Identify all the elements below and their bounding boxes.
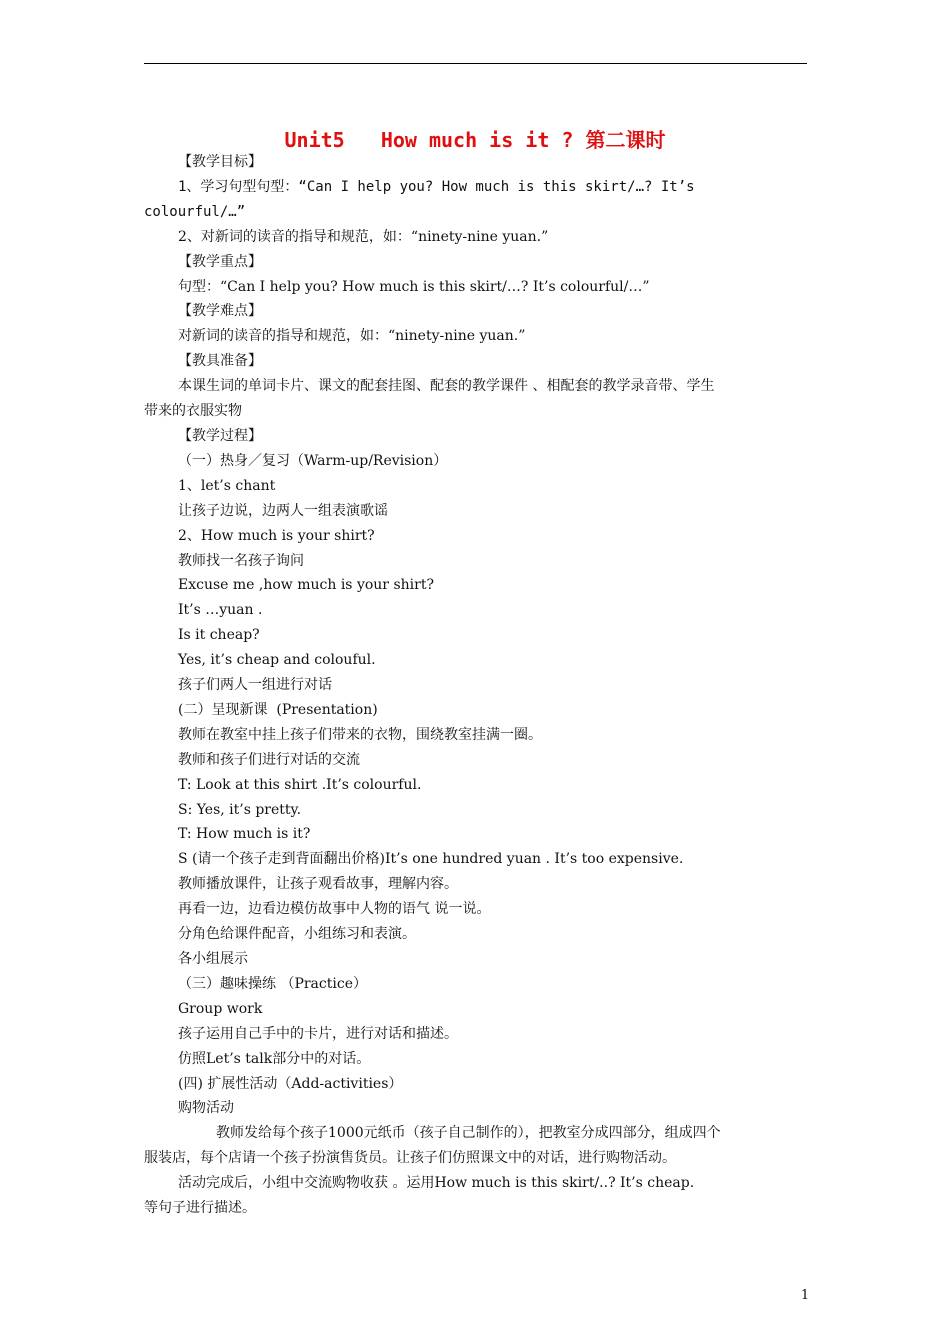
list-item: 教师播放课件，让孩子观看故事，理解内容。 xyxy=(178,876,458,893)
materials-text-line-1: 本课生词的单词卡片、课文的配套挂图、配套的教学课件 、相配套的教学录音带、学生 xyxy=(178,378,715,395)
objective-1-line-2: colourful/…” xyxy=(144,203,246,220)
document-body xyxy=(144,150,807,1221)
section-presentation-heading: (二）呈现新课 (Presentation) xyxy=(178,701,378,718)
paragraph-line: 教师发给每个孩子1000元纸币（孩子自己制作的），把教室分成四部分，组成四个 xyxy=(216,1125,721,1142)
list-item: 孩子们两人一组进行对话 xyxy=(178,677,332,694)
list-item: It’s …yuan . xyxy=(178,602,263,619)
difficulties-text: 对新词的读音的指导和规范，如：“ninety-nine yuan.” xyxy=(178,328,526,345)
section-practice-heading: （三）趣味操练 （Practice） xyxy=(178,975,367,992)
difficulties-heading: 【教学难点】 xyxy=(178,303,262,320)
list-item: T: Look at this shirt .It’s colourful. xyxy=(178,776,422,793)
process-heading: 【教学过程】 xyxy=(178,427,262,444)
header-rule xyxy=(144,63,807,64)
list-item: 1、let’s chant xyxy=(178,477,276,494)
list-item: 教师和孩子们进行对话的交流 xyxy=(178,751,360,768)
section-activities-heading: (四) 扩展性活动（Add-activities） xyxy=(178,1075,403,1092)
list-item: S: Yes, it’s pretty. xyxy=(178,801,302,818)
paragraph-line: 等句子进行描述。 xyxy=(144,1200,256,1217)
list-item: 购物活动 xyxy=(178,1100,234,1117)
section-warmup-heading: （一）热身／复习（Warm-up/Revision） xyxy=(178,452,448,469)
list-item: 让孩子边说，边两人一组表演歌谣 xyxy=(178,502,388,519)
key-points-heading: 【教学重点】 xyxy=(178,253,262,270)
list-item: 分角色给课件配音，小组练习和表演。 xyxy=(178,926,416,943)
list-item: S (请一个孩子走到背面翻出价格)It’s one hundred yuan . It’s too expensive. xyxy=(178,851,684,868)
list-item: 再看一边，边看边模仿故事中人物的语气 说一说。 xyxy=(178,901,491,918)
list-item: T: How much is it? xyxy=(178,826,311,843)
list-item: Excuse me ,how much is your shirt? xyxy=(178,577,434,594)
materials-heading: 【教具准备】 xyxy=(178,353,262,370)
paragraph-line: 活动完成后，小组中交流购物收获 。运用How much is this skirt/..? It’s cheap. xyxy=(178,1175,695,1192)
paragraph-line: 服装店，每个店请一个孩子扮演售货员。让孩子们仿照课文中的对话，进行购物活动。 xyxy=(144,1150,676,1167)
list-item: 教师找一名孩子询问 xyxy=(178,552,304,569)
page-number: 1 xyxy=(800,1288,810,1303)
list-item: 仿照Let’s talk部分中的对话。 xyxy=(178,1050,371,1067)
list-item: 孩子运用自己手中的卡片，进行对话和描述。 xyxy=(178,1025,458,1042)
objective-2: 2、对新词的读音的指导和规范，如：“ninety-nine yuan.” xyxy=(178,228,549,245)
list-item: 各小组展示 xyxy=(178,951,248,967)
document-title: Unit5 How much is it ? 第二课时 xyxy=(284,128,666,152)
list-item: 2、How much is your shirt? xyxy=(178,527,375,544)
list-item: 教师在教室中挂上孩子们带来的衣物，围绕教室挂满一圈。 xyxy=(178,726,542,743)
objective-1-line-1: 1、学习句型句型：“Can I help you? How much is this skirt/…? It’s xyxy=(178,178,695,195)
key-points-text: 句型：“Can I help you? How much is this skirt/…? It’s colourful/…” xyxy=(178,278,650,295)
list-item: Group work xyxy=(178,1000,263,1017)
list-item: Is it cheap? xyxy=(178,627,260,644)
objectives-heading: 【教学目标】 xyxy=(178,154,262,170)
materials-text-line-2: 带来的衣服实物 xyxy=(144,403,242,420)
list-item: Yes, it’s cheap and colouful. xyxy=(178,652,376,669)
